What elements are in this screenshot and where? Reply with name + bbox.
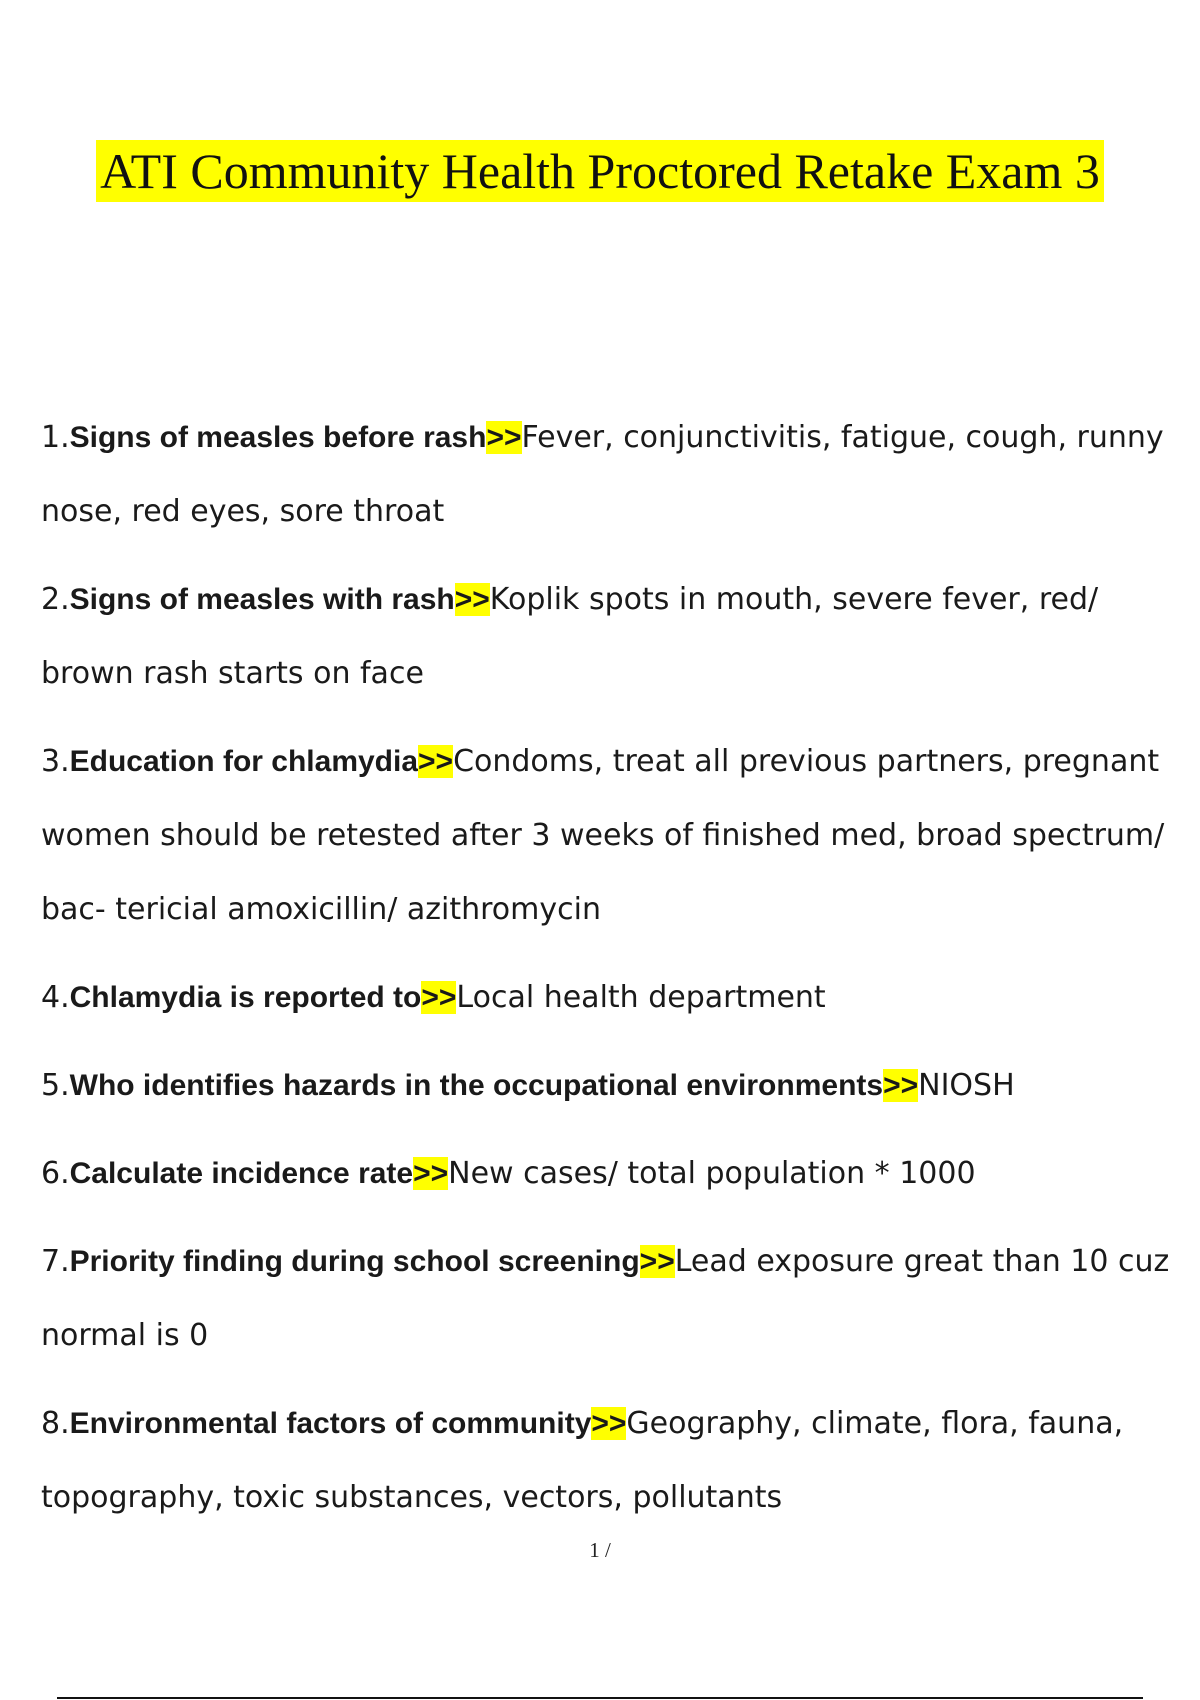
item-question: Calculate incidence rate — [69, 1157, 414, 1190]
list-item — [41, 401, 1191, 549]
item-answer: Fever, conjunctivitis, fatigue, cough, runny nose, red eyes, sore throat — [41, 420, 1164, 529]
list-item — [41, 1137, 1191, 1211]
item-number: 1. — [41, 420, 70, 455]
document-title: ATI Community Health Proctored Retake Exam 3 — [96, 140, 1104, 202]
list-item — [41, 725, 1191, 947]
item-answer: Condoms, treat all previous partners, pregnant women should be retested after 3 weeks of finished med, broad spectrum/ bac- tericial amoxicillin/ azithromycin — [41, 744, 1165, 927]
item-answer: New cases/ total population * 1000 — [448, 1156, 976, 1191]
footer-divider — [57, 1697, 1143, 1699]
item-answer: Local health department — [456, 980, 826, 1015]
answer-separator: >> — [639, 1245, 675, 1278]
item-number: 2. — [41, 582, 70, 617]
item-answer: NIOSH — [918, 1068, 1015, 1103]
answer-separator: >> — [883, 1069, 919, 1102]
item-number: 4. — [41, 980, 70, 1015]
item-number: 3. — [41, 744, 70, 779]
item-question: Chlamydia is reported to — [69, 981, 422, 1014]
item-number: 5. — [41, 1068, 70, 1103]
item-question: Who identifies hazards in the occupational environments — [69, 1069, 884, 1102]
list-item — [41, 1225, 1191, 1373]
question-list — [41, 401, 1191, 1549]
item-question: Education for chlamydia — [69, 745, 419, 778]
list-item — [41, 961, 1191, 1035]
item-number: 7. — [41, 1244, 70, 1279]
answer-separator: >> — [421, 981, 457, 1014]
item-question: Signs of measles before rash — [69, 421, 487, 454]
item-question: Signs of measles with rash — [69, 583, 455, 616]
item-answer: Lead exposure great than 10 cuz normal is 0 — [41, 1244, 1170, 1353]
item-answer: Koplik spots in mouth, severe fever, red/ brown rash starts on face — [41, 582, 1099, 691]
item-number: 6. — [41, 1156, 70, 1191]
list-item — [41, 563, 1191, 711]
answer-separator: >> — [454, 583, 490, 616]
item-question: Priority finding during school screening — [69, 1245, 640, 1278]
list-item — [41, 1049, 1191, 1123]
item-answer: Geography, climate, flora, fauna, topography, toxic substances, vectors, pollutants — [41, 1406, 1124, 1515]
answer-separator: >> — [591, 1407, 627, 1440]
item-number: 8. — [41, 1406, 70, 1441]
answer-separator: >> — [418, 745, 454, 778]
answer-separator: >> — [486, 421, 522, 454]
item-question: Environmental factors of community — [69, 1407, 592, 1440]
page-number: 1 / — [589, 1538, 611, 1562]
answer-separator: >> — [413, 1157, 449, 1190]
title-container — [0, 140, 1200, 202]
list-item — [41, 1387, 1191, 1535]
